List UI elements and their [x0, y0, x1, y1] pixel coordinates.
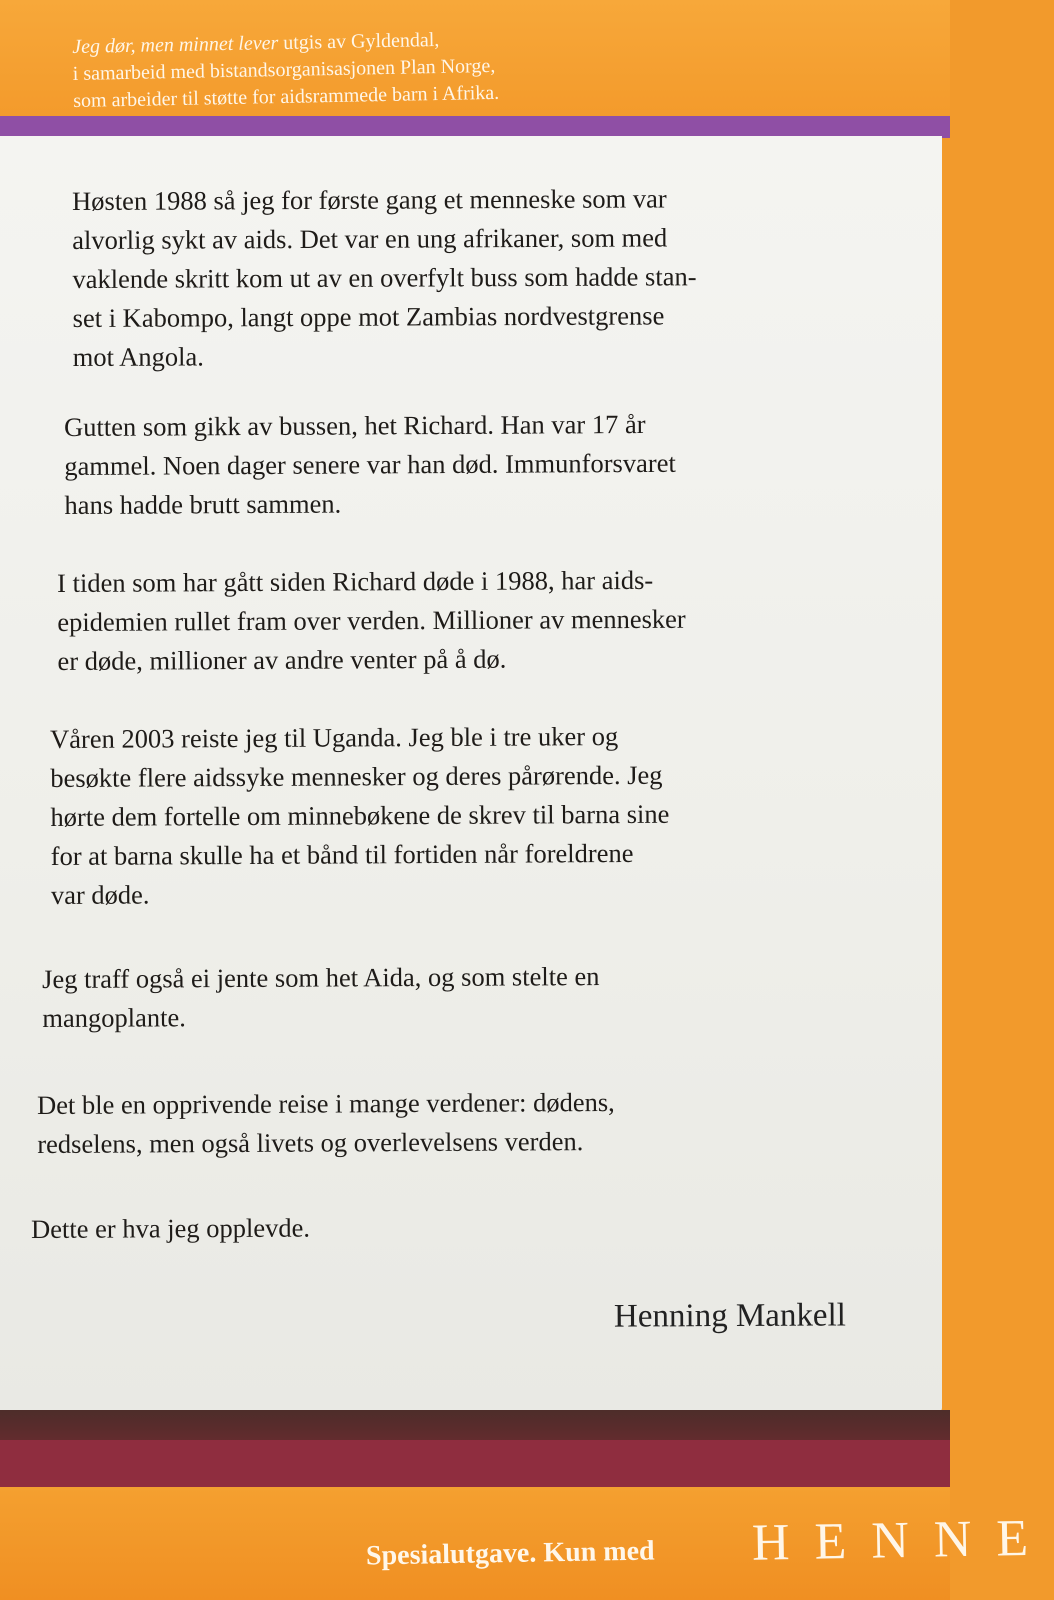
paragraph-line: Gutten som gikk av bussen, het Richard. Han var 17 år [64, 408, 646, 442]
paragraph-line: alvorlig sykt av aids. Det var en ung afrikaner, som med [72, 222, 668, 255]
intro-line-2: i samarbeid med bistandsorganisasjonen Plan Norge, [72, 54, 496, 85]
paragraph-4 [50, 717, 670, 915]
paragraph-line: var døde. [50, 879, 150, 910]
paragraph-line: epidemien rullet fram over verden. Millioner av mennesker [57, 603, 686, 637]
henne-logo-text: HENNE [751, 1509, 1054, 1572]
paragraph-6 [37, 1083, 615, 1164]
paragraph-line: for at barna skulle ha et bånd til fortiden når foreldrene [50, 837, 634, 871]
paragraph-line: besøkte flere aidssyke mennesker og deres pårørende. Jeg [50, 759, 663, 793]
paragraph-line: hørte dem fortelle om minnebøkene de skrev til barna sine [50, 798, 670, 832]
body-text [0, 182, 900, 1362]
intro-line-1-rest: utgis av Gyldendal, [278, 28, 440, 55]
paragraph-line: Dette er hva jeg opplevde. [31, 1212, 311, 1244]
henne-logo [751, 1509, 1054, 1574]
paragraph-5 [42, 957, 600, 1038]
paragraph-line: Jeg traff også ei jente som het Aida, og som stelte en [42, 961, 600, 994]
paragraph-line: set i Kabompo, langt oppe mot Zambias nordvestgrense [72, 300, 665, 333]
paragraph-line: I tiden som har gått siden Richard døde i 1988, har aids- [57, 564, 654, 598]
purple-stripe [0, 116, 950, 138]
paragraph-line: Våren 2003 reiste jeg til Uganda. Jeg ble i tre uker og [50, 721, 619, 754]
paragraph-line: hans hadde brutt sammen. [64, 488, 342, 520]
paragraph-3 [57, 561, 686, 681]
maroon-band [0, 1440, 950, 1487]
paragraph-line: er døde, millioner av andre venter på å dø. [57, 643, 507, 676]
special-edition-label: Spesialutgave. Kun med [365, 1535, 655, 1572]
book-title: Jeg dør, men minnet lever [72, 32, 279, 58]
paragraph-line: mot Angola. [72, 341, 204, 372]
paragraph-line: gammel. Noen dager senere var han død. Immunforsvaret [64, 447, 676, 481]
paragraph-line: vaklende skritt kom ut av en overfylt buss som hadde stan- [72, 261, 697, 294]
intro-line-3: som arbeider til støtte for aidsrammede barn i Afrika. [73, 81, 500, 112]
paragraph-line: Høsten 1988 så jeg for første gang et menneske som var [72, 183, 667, 216]
paragraph-line: redselens, men også livets og overlevelsens verden. [37, 1126, 584, 1159]
paragraph-2 [64, 405, 676, 525]
paragraph-line: Det ble en opprivende reise i mange verdener: dødens, [37, 1086, 615, 1120]
author-signature: Henning Mankell [614, 1297, 847, 1335]
paragraph-1 [72, 179, 697, 377]
paragraph-7 [31, 1209, 310, 1249]
cover-intro-text [72, 22, 713, 115]
paragraph-line: mangoplante. [42, 1002, 186, 1033]
